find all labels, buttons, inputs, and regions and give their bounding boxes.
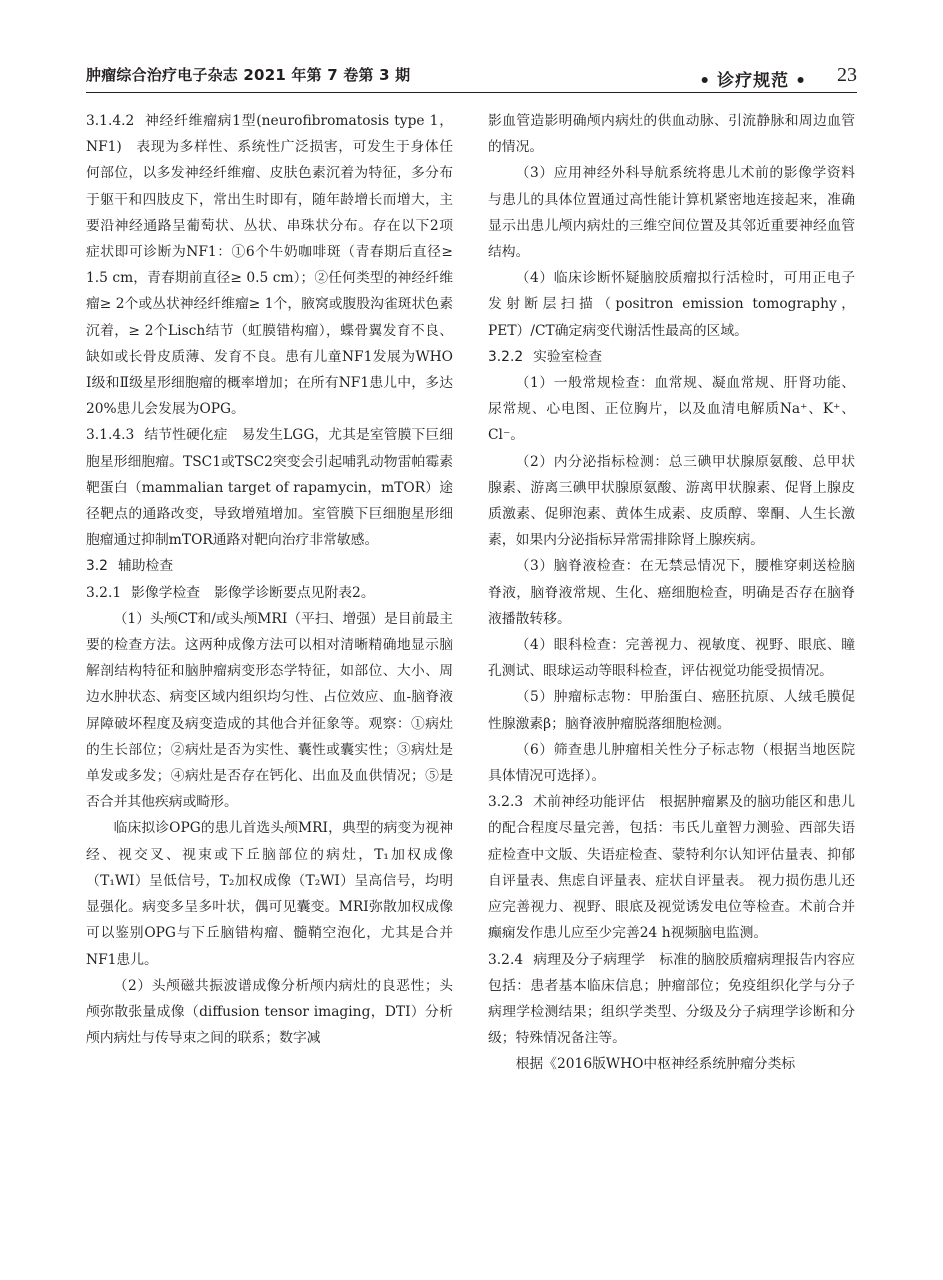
section-number: 3.1.4.2 — [86, 113, 135, 129]
paragraph: （2）头颅磁共振波谱成像分析颅内病灶的良恶性；头颅弥散张量成像（diffusion tensor imaging，DTI）分析颅内病灶与传导束之间的联系；数字减 — [86, 977, 453, 1047]
right-column — [488, 108, 855, 1078]
section-number: 3.2.4 — [488, 951, 524, 968]
section-3-2-1 — [86, 580, 453, 606]
section-number: 3.1.4.3 — [86, 427, 135, 444]
section-text: 影像学诊断要点见附表2。 — [214, 584, 375, 601]
section-title: 病理及分子病理学 — [533, 951, 646, 968]
paragraph: （2）内分泌指标检测：总三碘甲状腺原氨酸、总甲状腺素、游离三碘甲状腺原氨酸、游离甲状腺素、促肾上腺皮质激素、促卵泡素、黄体生成素、皮质醇、睾酮、人生长激素，如果内分泌指标异常需排除肾上腺疾病。 — [488, 453, 855, 549]
paragraph: （1）头颅CT和/或头颅MRI（平扫、增强）是目前最主要的检查方法。这两种成像方法可以相对清晰精确地显示脑解剖结构特征和脑肿瘤病变形态学特征，如部位、大小、周边水肿状态、病变区域内组织均匀性、占位效应、血-脑脊液屏障破坏程度及病变造成的其他合并征象等。观察：①病灶的生长部位；②病灶是否为实性、囊性或囊实性；③病灶是单发或多发；④病灶是否存在钙化、出血及血供情况；⑤是否合并其他疾病或畸形。 — [86, 610, 453, 811]
section-number: 3.2.1 — [86, 584, 122, 601]
paragraph: （5）肿瘤标志物：甲胎蛋白、癌胚抗原、人绒毛膜促性腺激素β；脑脊液肿瘤脱落细胞检测。 — [488, 689, 855, 732]
section-3-2-4 — [488, 947, 855, 1052]
section-header — [693, 66, 813, 91]
section-text: 根据肿瘤累及的脑功能区和患儿的配合程度尽量完善，包括：韦氏儿童智力测验、西部失语症检查中文版、失语症检查、蒙特利尔认知评估量表、抑郁自评量表、焦虑自评量表、症状自评量表。 视力损伤患儿还应完善视力、视野、眼底及视觉诱发电位等检查。术前合并癫痫发作患儿应至少完善24 h视频脑电监测。 — [488, 794, 856, 942]
paragraph: （4）临床诊断怀疑脑胶质瘤拟行活检时，可用正电子发射断层扫描（positron emission tomography，PET）/CT确定病变代谢活性最高的区域。 — [488, 270, 855, 339]
paragraph: （1）一般常规检查：血常规、凝血常规、肝肾功能、尿常规、心电图、正位胸片，以及血清电解质Na⁺、K⁺、Cl⁻。 — [488, 375, 855, 444]
paragraph: （6）筛查患儿肿瘤相关性分子标志物（根据当地医院具体情况可选择）。 — [488, 741, 855, 785]
paragraph: 影血管造影明确颅内病灶的供血动脉、引流静脉和周边血管的情况。 — [488, 113, 855, 156]
section-3-1-4-2 — [86, 108, 453, 422]
section-text: 标准的脑胶质瘤病理报告内容应包括：患者基本临床信息；肿瘤部位；免疫组织化学与分子病理学检测结果；组织学类型、分级及分子病理学诊断和分级；特殊情况备注等。 — [488, 951, 856, 1047]
section-title: 实验室检查 — [533, 348, 603, 365]
paragraph: （4）眼科检查：完善视力、视敏度、视野、眼底、瞳孔测试、眼球运动等眼科检查，评估视觉功能受损情况。 — [488, 637, 855, 680]
section-title: 诊疗规范 — [717, 71, 790, 91]
section-number: 3.2 — [86, 558, 108, 575]
section-title: 术前神经功能评估 — [533, 794, 646, 811]
paragraph: （3）应用神经外科导航系统将患儿术前的影像学资料与患儿的具体位置通过高性能计算机紧密地连接起来，准确显示出患儿颅内病灶的三维空间位置及其邻近重要神经血管结构。 — [488, 165, 855, 261]
section-3-2-3 — [488, 789, 855, 946]
section-text: 易发生LGG，尤其是室管膜下巨细胞星形细胞瘤。TSC1或TSC2突变会引起哺乳动物雷帕霉素靶蛋白（mammalian target of rapamycin，mTOR）途径靶点的通路改变，导致增殖增加。室管膜下巨细胞星形细胞瘤通过抑制mTOR通路对靶向治疗非常敏感。 — [86, 427, 453, 549]
section-3-1-4-3 — [86, 422, 453, 553]
journal-header: 肿瘤综合治疗电子杂志 2021 年第 7 卷第 3 期 — [86, 66, 411, 84]
section-title: 辅助检查 — [117, 558, 174, 575]
section-3-2-heading — [86, 553, 453, 579]
section-number: 3.2.3 — [488, 794, 524, 811]
header-rule — [86, 92, 857, 93]
section-text: 表现为多样性、系统性广泛损害，可发生于身体任何部位，以多发神经纤维瘤、皮肤色素沉着为特征，多分布于躯干和四肢皮下，常出生时即有，随年龄增长而增大，主要沿神经通路呈葡萄状、丛状、串珠状分布。存在以下2项症状即可诊断为NF1：①6个牛奶咖啡斑（青春期后直径≥ 1.5 cm，青春期前直径≥ 0.5 cm）；②任何类型的神经纤维瘤≥ 2个或丛状神经纤维瘤≥ 1个，腋窝或腹股沟雀斑状色素沉着，≥ 2个Lisch结节（虹膜错构瘤），蝶骨翼发育不良、缺如或长骨皮质薄、发育不良。患有儿童NF1发展为WHO Ⅰ级和Ⅱ级星形细胞瘤的概率增加；在所有NF1患儿中，多达20%患儿会发展为OPG。 — [86, 139, 453, 418]
section-3-2-2-heading — [488, 344, 855, 370]
section-title: 影像学检查 — [131, 584, 201, 601]
paragraph: 根据《2016版WHO中枢神经系统肿瘤分类标 — [515, 1056, 796, 1073]
bullet-icon: • — [699, 71, 712, 91]
paragraph: 临床拟诊OPG的患儿首选头颅MRI，典型的病变为视神经、视交叉、视束或下丘脑部位的病灶，T₁加权成像（T₁WI）呈低信号，T₂加权成像（T₂WI）呈高信号，均明显强化。病变多呈多叶状，偶可见囊变。MRI弥散加权成像可以鉴别OPG与下丘脑错构瘤、髓鞘空泡化，尤其是合并NF1患儿。 — [86, 820, 453, 968]
left-column — [86, 108, 453, 1051]
page-number: 23 — [837, 64, 857, 86]
paragraph: （3）脑脊液检查：在无禁忌情况下，腰椎穿刺送检脑脊液，脑脊液常规、生化、癌细胞检查，明确是否存在脑脊液播散转移。 — [488, 558, 855, 627]
section-title: 结节性硬化症 — [144, 427, 228, 444]
section-title: 神经纤维瘤病1型(neurofibromatosis type 1，NF1) — [86, 113, 453, 156]
section-number: 3.2.2 — [488, 348, 524, 365]
bullet-icon: • — [795, 71, 807, 91]
